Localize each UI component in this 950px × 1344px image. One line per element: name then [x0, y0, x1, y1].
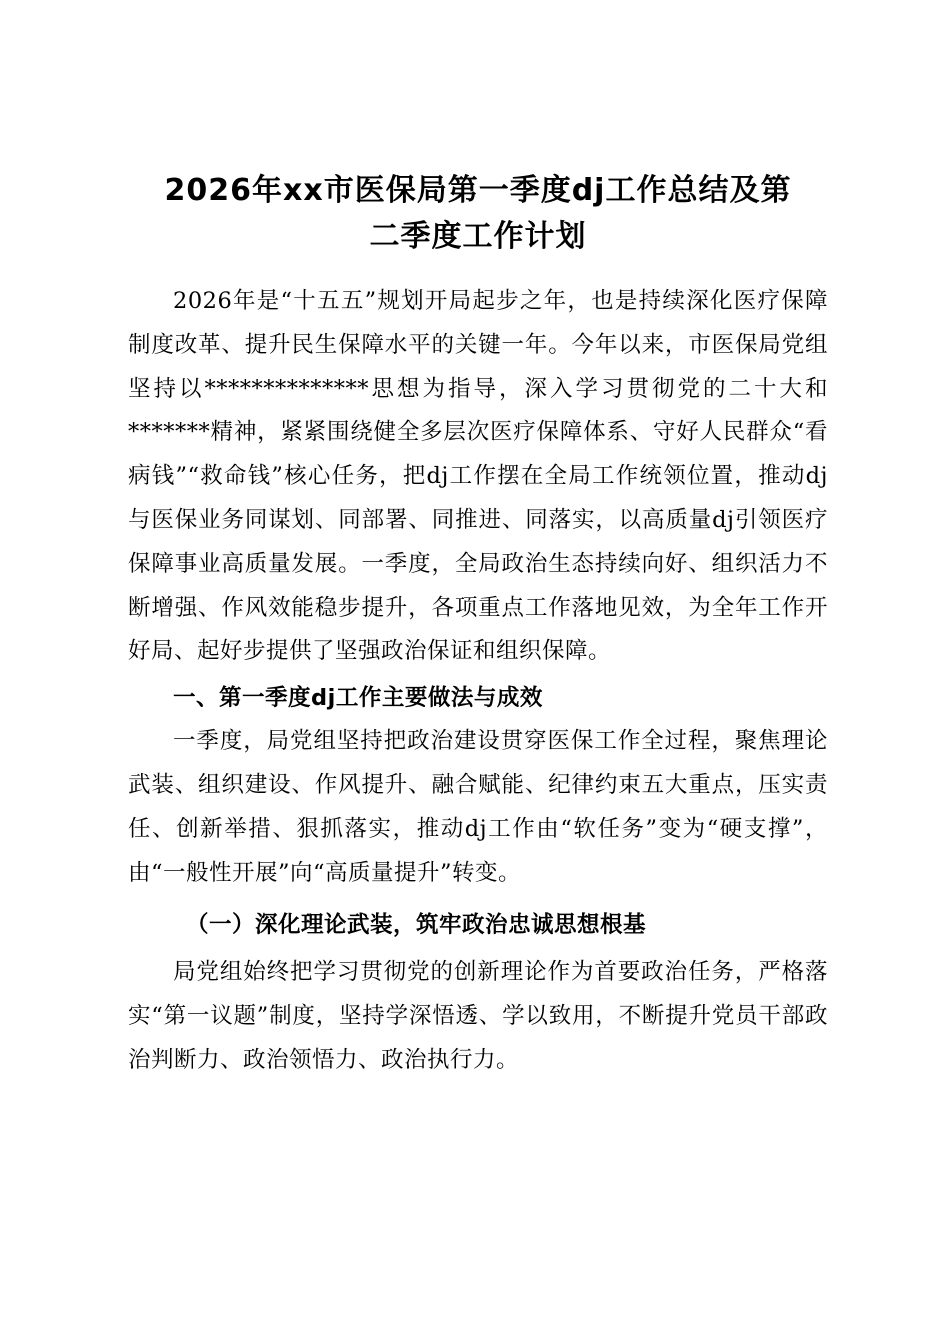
subsection-heading-1: （一）深化理论武装，筑牢政治忠诚思想根基 [186, 912, 647, 939]
intro-paragraph: 2026年是“十五五”规划开局起步之年，也是持续深化医疗保障制度改革、提升民生保障水平的关键一年。今年以来，市医保局党组坚持以**************思想为指导，深入学习贯彻党的二十大和*******精神，紧紧围绕健全多层次医疗保障体系、守好人民群众“看病钱”“救命钱”核心任务，把dj工作摆在全局工作统领位置，推动dj与医保业务同谋划、同部署、同推进、同落实，以高质量dj引领医疗保障事业高质量发展。一季度，全局政治生态持续向好、组织活力不断增强、作风效能稳步提升，各项重点工作落地见效，为全年工作开好局、起好步提供了坚强政治保证和组织保障。 [128, 288, 828, 665]
document-body [128, 168, 828, 1083]
title-line-2: 二季度工作计划 [369, 219, 587, 254]
title-line-1: 2026年xx市医保局第一季度dj工作总结及第 [164, 173, 792, 208]
section-1-intro-paragraph: 一季度，局党组坚持把政治建设贯穿医保工作全过程，聚焦理论武装、组织建设、作风提升、融合赋能、纪律约束五大重点，压实责任、创新举措、狠抓落实，推动dj工作由“软任务”变为“硬支撑”，由“一般性开展”向“高质量提升”转变。 [128, 728, 828, 886]
section-heading-1: 一、第一季度dj工作主要做法与成效 [173, 685, 543, 712]
document-title [128, 168, 828, 260]
subsection-1-paragraph: 局党组始终把学习贯彻党的创新理论作为首要政治任务，严格落实“第一议题”制度，坚持学深悟透、学以致用，不断提升党员干部政治判断力、政治领悟力、政治执行力。 [128, 959, 828, 1073]
